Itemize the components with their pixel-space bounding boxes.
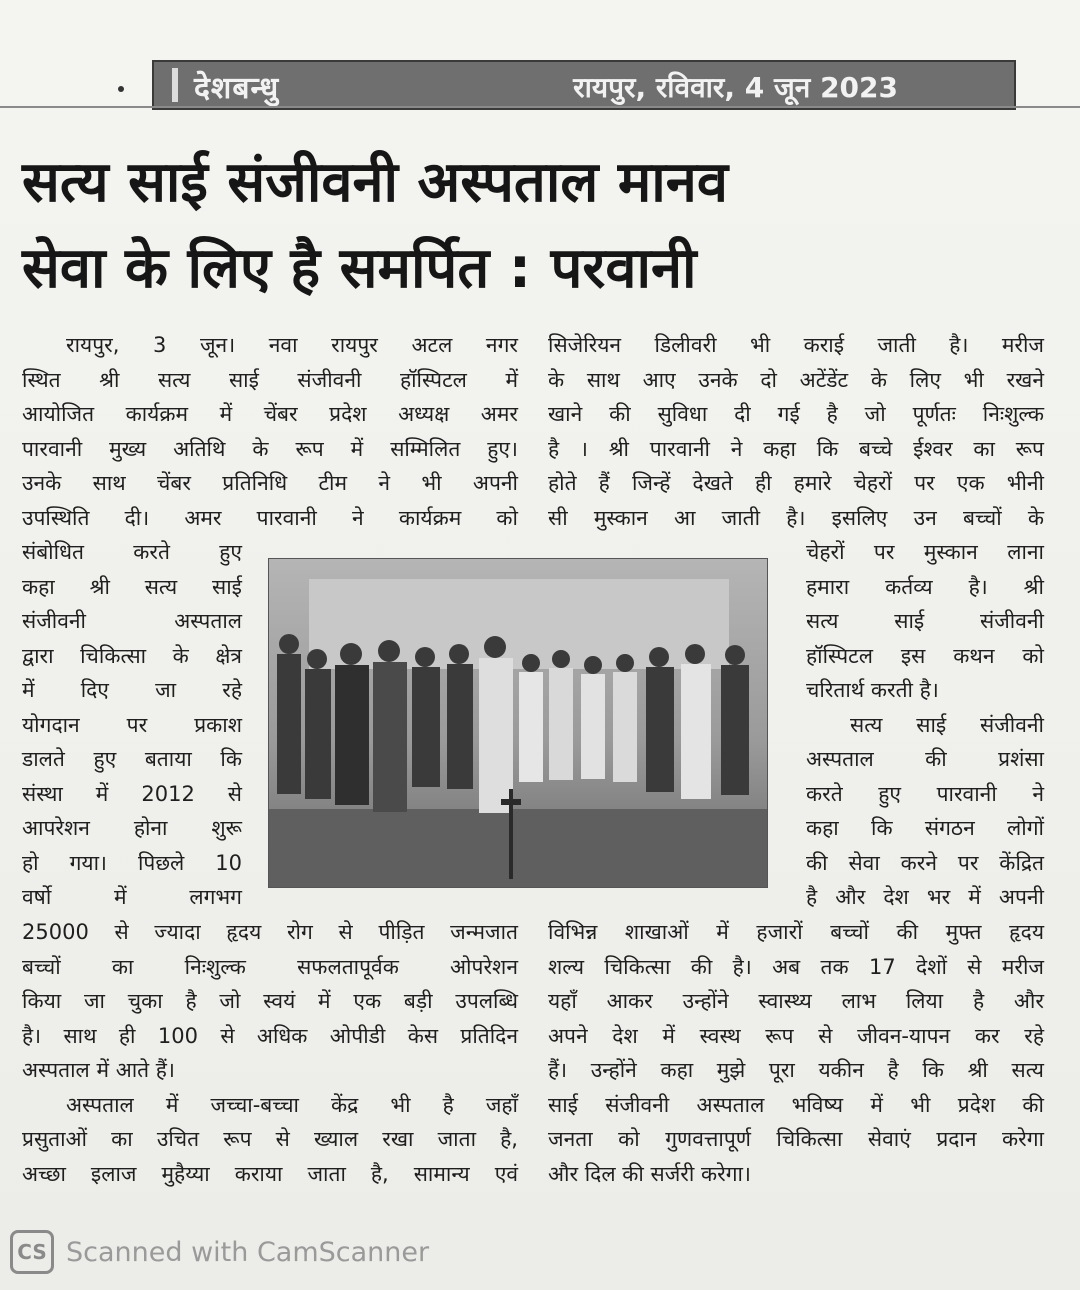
article-line: संबोधित करते हुए xyxy=(22,540,242,564)
article-line: अस्पताल में आते हैं। xyxy=(22,1058,175,1082)
article-line: योगदान पर प्रकाश xyxy=(22,712,242,737)
article-line: अस्पताल में जच्चा-बच्चा केंद्र भी है जहाँ xyxy=(66,1092,518,1117)
article-line: यहाँ आकर उन्होंने स्वास्थ्य लाभ लिया है और xyxy=(548,989,1044,1013)
article-line: सी मुस्कान आ जाती है। इसलिए उन बच्चों के xyxy=(548,505,1044,530)
article-line: खाने की सुविधा दी गई है जो पूर्णतः निःशुल्क xyxy=(548,402,1044,426)
article-line: अस्पताल की प्रशंसा xyxy=(806,747,1044,771)
headline xyxy=(22,140,1062,312)
masthead-dot xyxy=(118,86,124,92)
watermark-text: Scanned with CamScanner xyxy=(66,1236,430,1268)
article-line: पारवानी मुख्य अतिथि के रूप में सम्मिलित हुए। xyxy=(22,436,518,461)
article-line: है। साथ ही 100 से अधिक ओपीडी केस प्रतिदिन xyxy=(22,1023,518,1048)
headline-line-2: सेवा के लिए है समर्पित : परवानी xyxy=(22,236,697,301)
newspaper-logo: देशबन्धु xyxy=(194,71,280,106)
masthead xyxy=(152,60,1016,110)
article-line: उनके साथ चेंबर प्रतिनिधि टीम ने भी अपनी xyxy=(22,471,518,495)
article-right-side xyxy=(806,535,1044,915)
article-left-side xyxy=(22,535,242,915)
dateline: रायपुर, रविवार, 4 जून 2023 xyxy=(573,71,898,104)
article-line: किया जा चुका है जो स्वयं में एक बड़ी उपलब्धि xyxy=(22,989,518,1013)
article-line: विभिन्न शाखाओं में हजारों बच्चों की मुफ्त हृदय xyxy=(548,920,1044,944)
article-line: अच्छा इलाज मुहैय्या कराया जाता है, सामान्य एवं xyxy=(22,1161,518,1186)
article-line: सिजेरियन डिलीवरी भी कराई जाती है। मरीज xyxy=(548,333,1044,357)
article-line: करते हुए पारवानी ने xyxy=(806,781,1044,806)
article-line: सत्य साई संजीवनी xyxy=(806,609,1044,633)
article-line: रायपुर, 3 जून। नवा रायपुर अटल नगर xyxy=(66,333,518,357)
article-left-top xyxy=(22,328,518,535)
article-line: चेहरों पर मुस्कान लाना xyxy=(806,540,1044,564)
article-right-bottom xyxy=(548,915,1044,1191)
article-line: हॉस्पिटल इस कथन को xyxy=(806,643,1044,668)
article-line: के साथ आए उनके दो अटेंडेंट के लिए भी रखने xyxy=(548,367,1044,392)
article-line: वर्षो में लगभग xyxy=(22,885,242,909)
article-line: सत्य साई संजीवनी xyxy=(850,712,1044,737)
article-line: कहा श्री सत्य साई xyxy=(22,574,242,599)
article-line: स्थित श्री सत्य साई संजीवनी हॉस्पिटल में xyxy=(22,367,518,392)
article-line: चरितार्थ करती है। xyxy=(806,678,939,702)
article-line: में दिए जा रहे xyxy=(22,678,242,702)
article-left-bottom xyxy=(22,915,518,1191)
group-photo xyxy=(268,558,768,888)
article-line: आयोजित कार्यक्रम में चेंबर प्रदेश अध्यक्ष अमर xyxy=(22,402,518,426)
headline-line-1: सत्य साई संजीवनी अस्पताल मानव xyxy=(22,150,729,215)
masthead-bar xyxy=(172,68,178,102)
article-line: संजीवनी अस्पताल xyxy=(22,609,242,633)
article-line: संस्था में 2012 से xyxy=(22,781,242,806)
article-line: हमारा कर्तव्य है। श्री xyxy=(806,574,1044,599)
article-line: शल्य चिकित्सा की है। अब तक 17 देशों से मरीज xyxy=(548,954,1044,979)
article-line: और दिल की सर्जरी करेगा। xyxy=(548,1161,751,1186)
article-line: डालते हुए बताया कि xyxy=(22,747,242,771)
article-line: की सेवा करने पर केंद्रित xyxy=(806,850,1044,875)
article-line: है और देश भर में अपनी xyxy=(806,885,1044,909)
article-line: जनता को गुणवत्तापूर्ण चिकित्सा सेवाएं प्रदान करेगा xyxy=(548,1127,1044,1151)
article-line: प्रसुताओं का उचित रूप से ख्याल रखा जाता है, xyxy=(22,1127,518,1151)
group-photo-image xyxy=(269,559,768,888)
article-line: अपने देश में स्वस्थ रूप से जीवन-यापन कर रहे xyxy=(548,1023,1044,1048)
article-right-top xyxy=(548,328,1044,535)
article-line: बच्चों का निःशुल्क सफलतापूर्वक ओपरेशन xyxy=(22,954,518,979)
camscanner-logo: CS xyxy=(10,1230,54,1274)
article-line: आपरेशन होना शुरू xyxy=(22,816,242,840)
article-line: है । श्री पारवानी ने कहा कि बच्चे ईश्वर का रूप xyxy=(548,436,1044,461)
header-rule xyxy=(0,106,1080,108)
scanner-watermark xyxy=(10,1230,429,1274)
article-line: साई संजीवनी अस्पताल भविष्य में भी प्रदेश की xyxy=(548,1092,1044,1117)
article-line: 25000 से ज्यादा हृदय रोग से पीड़ित जन्मजात xyxy=(22,920,518,944)
article-line: होते हैं जिन्हें देखते ही हमारे चेहरों पर एक भीनी xyxy=(548,471,1044,495)
article-line: हो गया। पिछले 10 xyxy=(22,850,242,875)
article-line: कहा कि संगठन लोगों xyxy=(806,816,1044,840)
article-line: उपस्थिति दी। अमर पारवानी ने कार्यक्रम को xyxy=(22,505,518,530)
article-line: हैं। उन्होंने कहा मुझे पूरा यकीन है कि श्री सत्य xyxy=(548,1058,1044,1082)
article-line: द्वारा चिकित्सा के क्षेत्र xyxy=(22,643,242,668)
